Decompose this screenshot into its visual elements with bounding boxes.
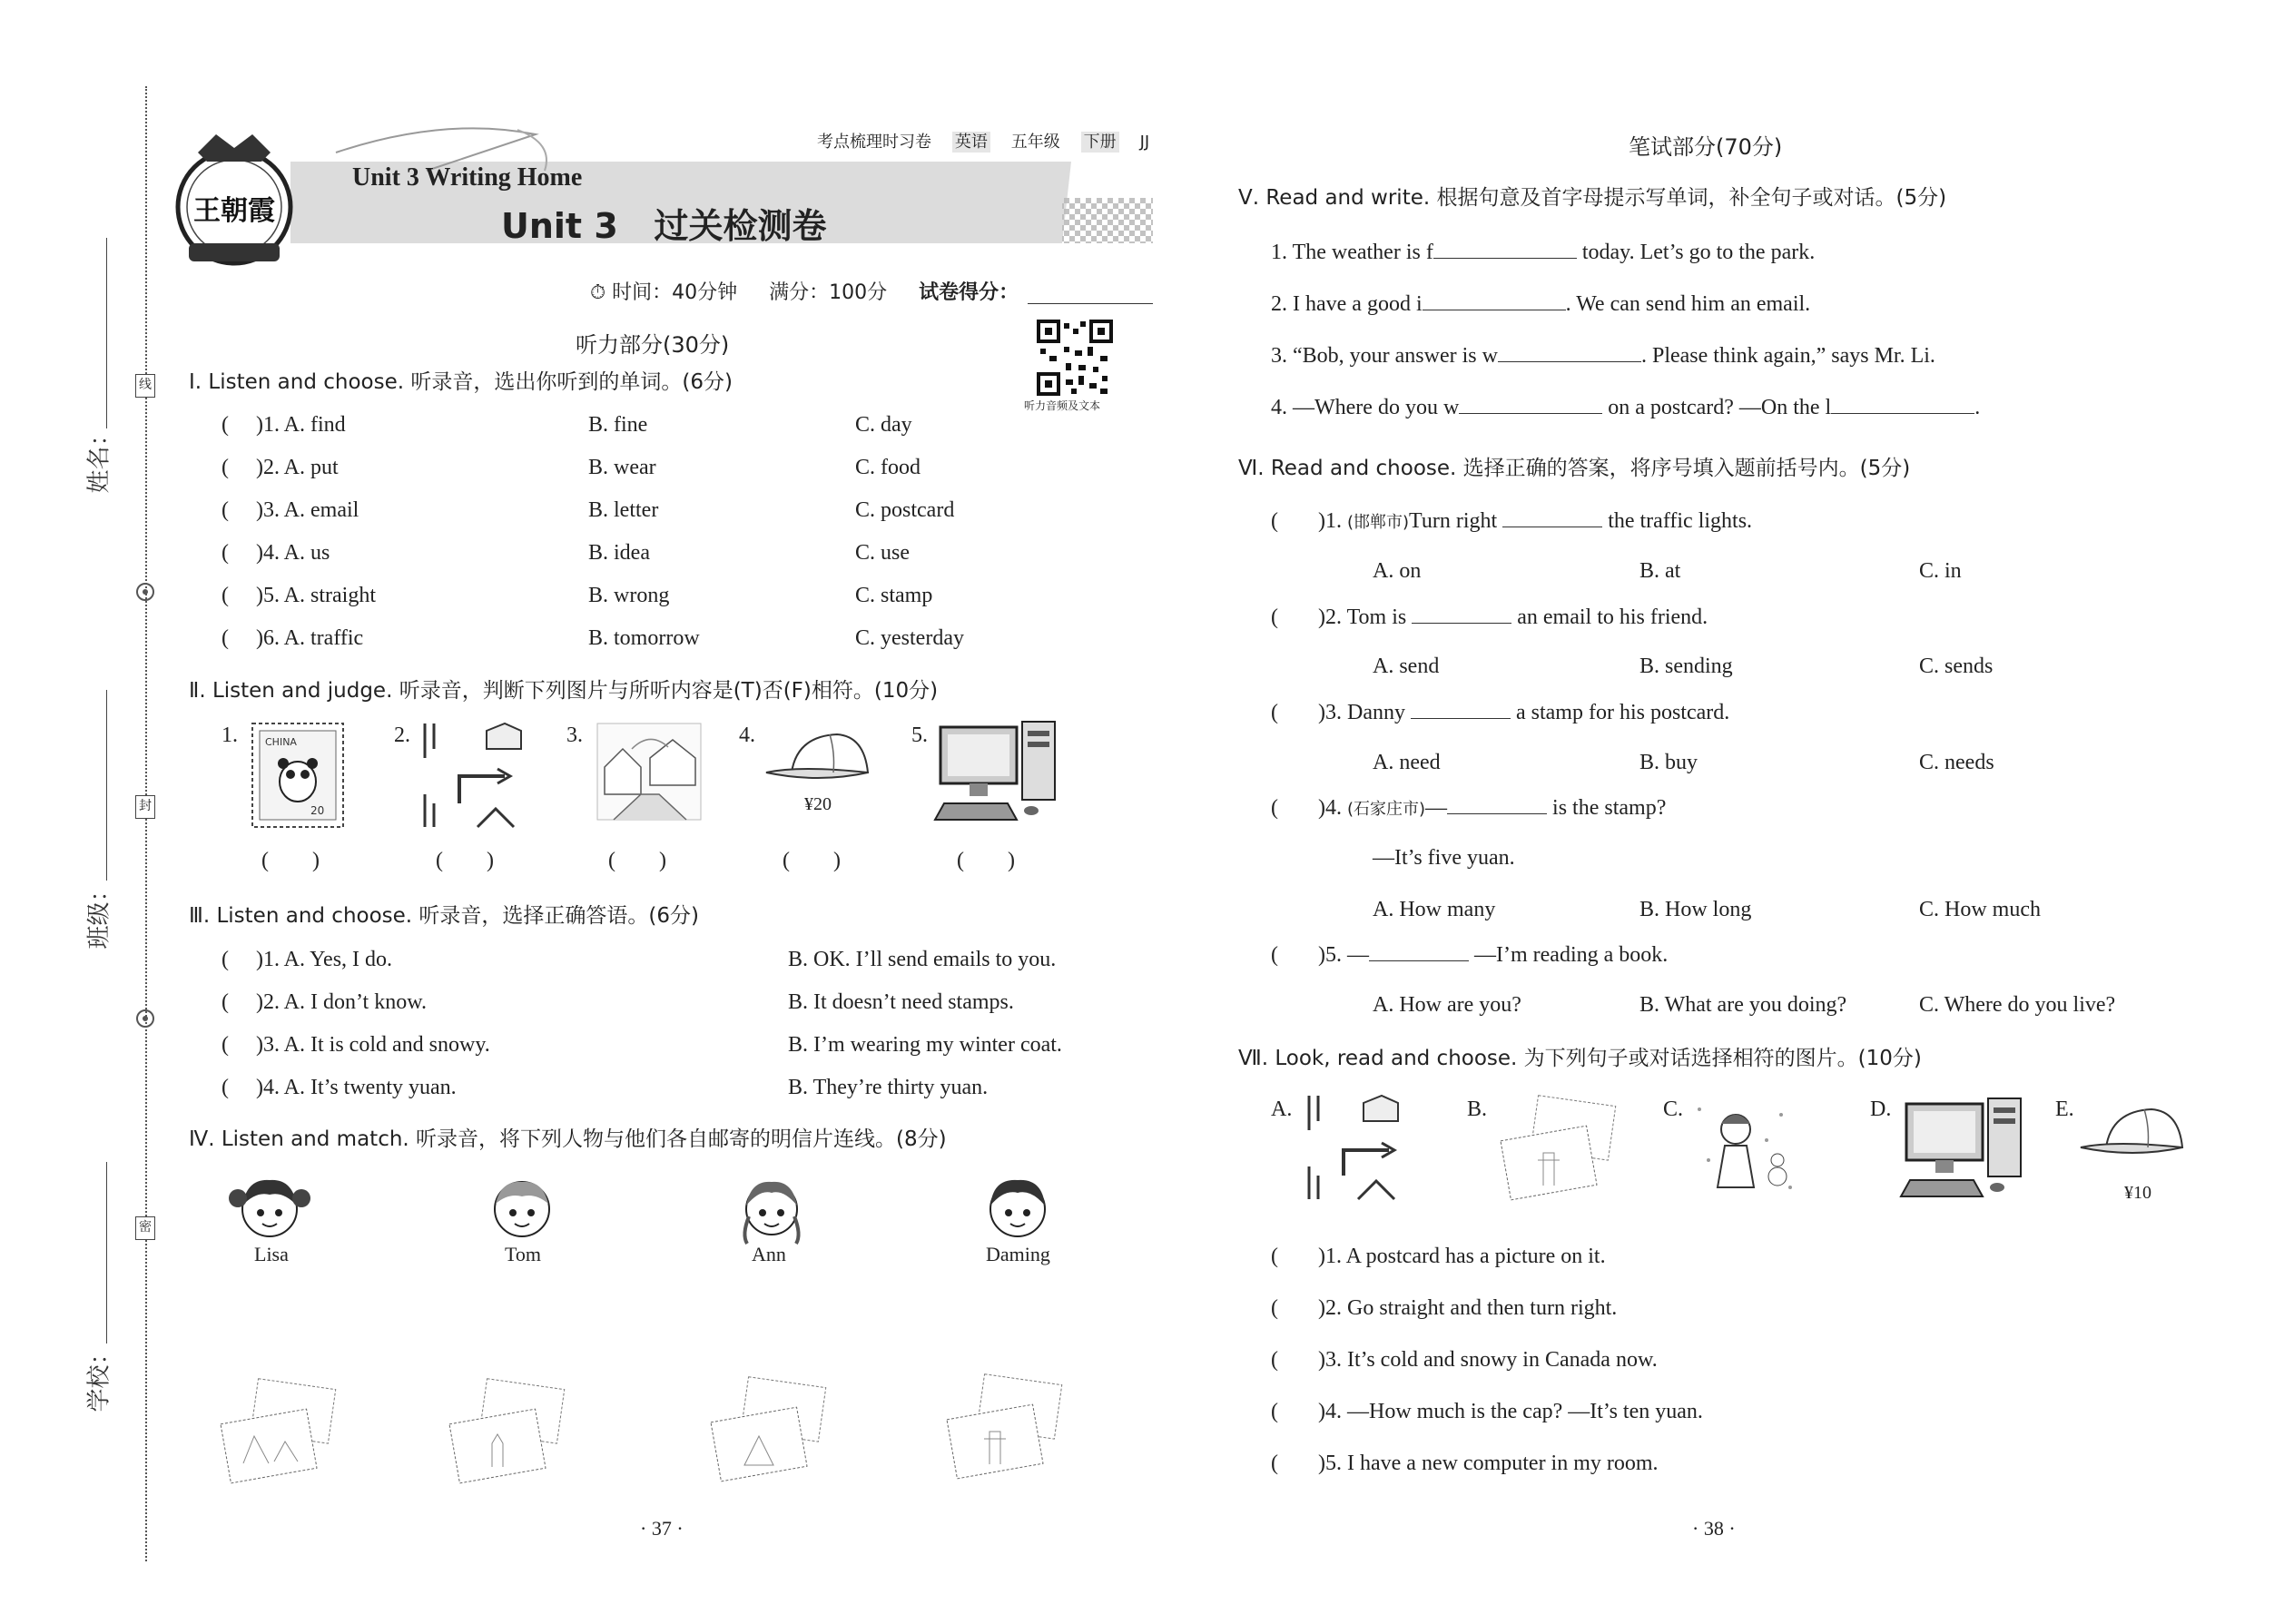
- postcard-icon: [944, 1375, 1062, 1477]
- qr-code-icon[interactable]: [1037, 320, 1113, 396]
- road-sign-icon: [423, 722, 523, 829]
- listening-title: 听力部分(30分): [576, 332, 730, 358]
- list-item: ( )5. A. straight: [222, 584, 376, 607]
- option-c: C. postcard: [855, 498, 955, 522]
- person-name: Lisa: [254, 1243, 289, 1265]
- school-label: 学校：: [85, 1341, 113, 1412]
- section-3-title: Ⅲ. Listen and choose. 听录音，选择正确答语。(6分): [189, 904, 700, 928]
- list-item: ( )4. A. us: [222, 541, 330, 565]
- name-line: [106, 238, 107, 428]
- option-c: C. needs: [1919, 751, 1994, 774]
- writing-title: 笔试部分(70分): [1629, 134, 1783, 160]
- scissors-icon: [134, 1008, 156, 1029]
- option-a: A. need: [1373, 751, 1441, 774]
- answer-paren[interactable]: ( ): [608, 849, 666, 872]
- pic-num: 4.: [739, 723, 755, 747]
- option-c: C. use: [855, 541, 910, 565]
- boy-avatar: [977, 1171, 1058, 1244]
- list-item: ( )4. —How much is the cap? —It’s ten yuan.: [1271, 1400, 1703, 1423]
- blank-input[interactable]: [1412, 603, 1511, 624]
- pic-label: A.: [1271, 1097, 1293, 1121]
- blank-input[interactable]: [1831, 393, 1974, 414]
- option-c: C. yesterday: [855, 626, 964, 650]
- list-item: ( )2. A. I don’t know.: [222, 990, 427, 1014]
- list-item: ( )2. Go straight and then turn right.: [1271, 1296, 1618, 1320]
- stamp-icon: [251, 722, 345, 829]
- qr-caption: 听力音频及文本: [1024, 399, 1101, 412]
- fill-item: 4. —Where do you w on a postcard? —On the l .: [1271, 393, 1980, 420]
- list-item: ( )4. A. It’s twenty yuan.: [222, 1076, 457, 1099]
- exam-meta: ⏱ 时间：40分钟 满分：100分 试卷得分：: [590, 281, 1019, 304]
- blank-input[interactable]: [1423, 290, 1566, 310]
- scissors-icon: [134, 581, 156, 603]
- score-field[interactable]: [1028, 303, 1153, 304]
- svg-text:20: 20: [310, 804, 325, 817]
- person-name: Daming: [986, 1243, 1050, 1265]
- answer-paren[interactable]: ( ): [783, 849, 841, 872]
- section-4-title: Ⅳ. Listen and match. 听录音，将下列人物与他们各自邮寄的明信片连线。(8分): [189, 1127, 947, 1151]
- option-c: C. in: [1919, 559, 1962, 583]
- pic-num: 2.: [394, 723, 410, 747]
- fill-item: 1. The weather is f today. Let’s go to the park.: [1271, 238, 1815, 265]
- blank-input[interactable]: [1369, 940, 1469, 961]
- dialogue-reply: —It’s five yuan.: [1373, 846, 1515, 870]
- class-label: 班级：: [85, 878, 113, 950]
- option-c: C. food: [855, 456, 921, 479]
- snow-scene-icon: [1690, 1097, 1799, 1204]
- list-item: ( )2. A. put: [222, 456, 339, 479]
- blank-input[interactable]: [1447, 793, 1547, 814]
- unit-subtitle: Unit 3 Writing Home: [352, 163, 583, 192]
- section-5-title: Ⅴ. Read and write. 根据句意及首字母提示写单词，补全句子或对话。(5分): [1238, 186, 1947, 210]
- answer-paren[interactable]: ( ): [957, 849, 1015, 872]
- cap-icon: [764, 731, 871, 785]
- option-c: C. stamp: [855, 584, 933, 607]
- question: ( )4. (石家庄市)— is the stamp?: [1271, 793, 1666, 822]
- pic-label: D.: [1870, 1097, 1892, 1121]
- postcard-icon: [447, 1380, 565, 1481]
- section-7-title: Ⅶ. Look, read and choose. 为下列句子或对话选择相符的图片。(10分): [1238, 1047, 1922, 1070]
- pic-num: 1.: [222, 723, 238, 747]
- page-number: · 38 ·: [1692, 1517, 1736, 1540]
- option-a: A. How are you?: [1373, 993, 1521, 1017]
- list-item: ( )3. A. email: [222, 498, 359, 522]
- girl-avatar: [229, 1171, 310, 1244]
- blank-input[interactable]: [1411, 698, 1511, 719]
- option-c: C. Where do you live?: [1919, 993, 2116, 1017]
- option-c: C. sends: [1919, 655, 1994, 678]
- list-item: ( )1. A postcard has a picture on it.: [1271, 1245, 1606, 1268]
- mark-secret: 密: [135, 1216, 155, 1240]
- option-b: B. wear: [588, 456, 656, 479]
- postcard-icon: [1498, 1097, 1616, 1202]
- price-tag: ¥10: [2124, 1183, 2151, 1203]
- option-b: B. at: [1639, 559, 1681, 583]
- pic-label: B.: [1467, 1097, 1488, 1121]
- name-label: 姓名：: [85, 422, 113, 494]
- school-line: [106, 1162, 107, 1343]
- blank-input[interactable]: [1433, 238, 1577, 259]
- unit-title: Unit 3 过关检测卷: [501, 206, 827, 246]
- list-item: ( )5. I have a new computer in my room.: [1271, 1452, 1659, 1475]
- option-c: C. How much: [1919, 898, 2041, 921]
- person-name: Tom: [505, 1243, 542, 1265]
- option-b: B. tomorrow: [588, 626, 700, 650]
- road-sign-icon: [1307, 1094, 1407, 1201]
- town-scene-icon: [596, 722, 703, 822]
- mark-line: 线: [135, 374, 155, 398]
- page-number: · 37 ·: [640, 1517, 684, 1540]
- answer-paren[interactable]: ( ): [261, 849, 320, 872]
- option-c: C. day: [855, 413, 912, 437]
- question: ( )1. (邯郸市)Turn right the traffic lights.: [1271, 507, 1752, 536]
- option-a: A. send: [1373, 655, 1440, 678]
- option-b: B. fine: [588, 413, 648, 437]
- price-tag: ¥20: [804, 794, 832, 814]
- pic-label: E.: [2055, 1097, 2074, 1121]
- question: ( )2. Tom is an email to his friend.: [1271, 603, 1708, 630]
- section-2-title: Ⅱ. Listen and judge. 听录音，判断下列图片与所听内容是(T)否(F)相符。(10分): [189, 679, 939, 703]
- question: ( )3. Danny a stamp for his postcard.: [1271, 698, 1729, 725]
- section-6-title: Ⅵ. Read and choose. 选择正确的答案，将序号填入题前括号内。(5分): [1238, 457, 1911, 480]
- option-b: B. What are you doing?: [1639, 993, 1847, 1017]
- person-name: Ann: [752, 1243, 786, 1265]
- postcard-icon: [708, 1378, 826, 1480]
- cap-icon: [2079, 1106, 2186, 1160]
- list-item: ( )1. A. find: [222, 413, 346, 437]
- series-info: 考点梳理时习卷 英语 五年级 下册 JJ: [817, 133, 1150, 152]
- list-item: ( )3. It’s cold and snowy in Canada now.: [1271, 1348, 1658, 1372]
- option-a: A. How many: [1373, 898, 1496, 921]
- postcard-icon: [218, 1380, 336, 1481]
- option-b: B. buy: [1639, 751, 1698, 774]
- option-b: B. OK. I’ll send emails to you.: [788, 948, 1057, 971]
- clock-icon: ⏱: [590, 281, 606, 304]
- fill-item: 2. I have a good i . We can send him an email.: [1271, 290, 1810, 317]
- mark-seal: 封: [135, 795, 155, 819]
- option-b: B. idea: [588, 541, 650, 565]
- option-b: B. sending: [1639, 655, 1733, 678]
- pic-num: 3.: [566, 723, 583, 747]
- fill-item: 3. “Bob, your answer is w . Please think again,” says Mr. Li.: [1271, 341, 1935, 369]
- blank-input[interactable]: [1498, 341, 1641, 362]
- pic-num: 5.: [911, 723, 928, 747]
- binding-dotted-line: [145, 86, 147, 1561]
- girl-avatar: [731, 1171, 812, 1244]
- option-a: A. on: [1373, 559, 1422, 583]
- answer-paren[interactable]: ( ): [436, 849, 494, 872]
- svg-text:CHINA: CHINA: [265, 736, 297, 748]
- brand-logo: [171, 125, 307, 275]
- svg-text:王朝霞: 王朝霞: [193, 195, 275, 227]
- pic-label: C.: [1663, 1097, 1684, 1121]
- computer-icon: [935, 720, 1058, 823]
- option-b: B. How long: [1639, 898, 1752, 921]
- list-item: ( )6. A. traffic: [222, 626, 364, 650]
- list-item: ( )3. A. It is cold and snowy.: [222, 1033, 490, 1057]
- option-b: B. They’re thirty yuan.: [788, 1076, 989, 1099]
- computer-icon: [1901, 1097, 2024, 1200]
- option-b: B. It doesn’t need stamps.: [788, 990, 1014, 1014]
- option-b: B. I’m wearing my winter coat.: [788, 1033, 1062, 1057]
- boy-avatar: [481, 1171, 563, 1244]
- section-1-title: Ⅰ. Listen and choose. 听录音，选出你听到的单词。(6分): [189, 370, 733, 394]
- list-item: ( )1. A. Yes, I do.: [222, 948, 393, 971]
- option-b: B. letter: [588, 498, 659, 522]
- option-b: B. wrong: [588, 584, 670, 607]
- class-line: [106, 690, 107, 881]
- question: ( )5. — —I’m reading a book.: [1271, 940, 1668, 968]
- blank-input[interactable]: [1459, 393, 1602, 414]
- blank-input[interactable]: [1502, 507, 1602, 527]
